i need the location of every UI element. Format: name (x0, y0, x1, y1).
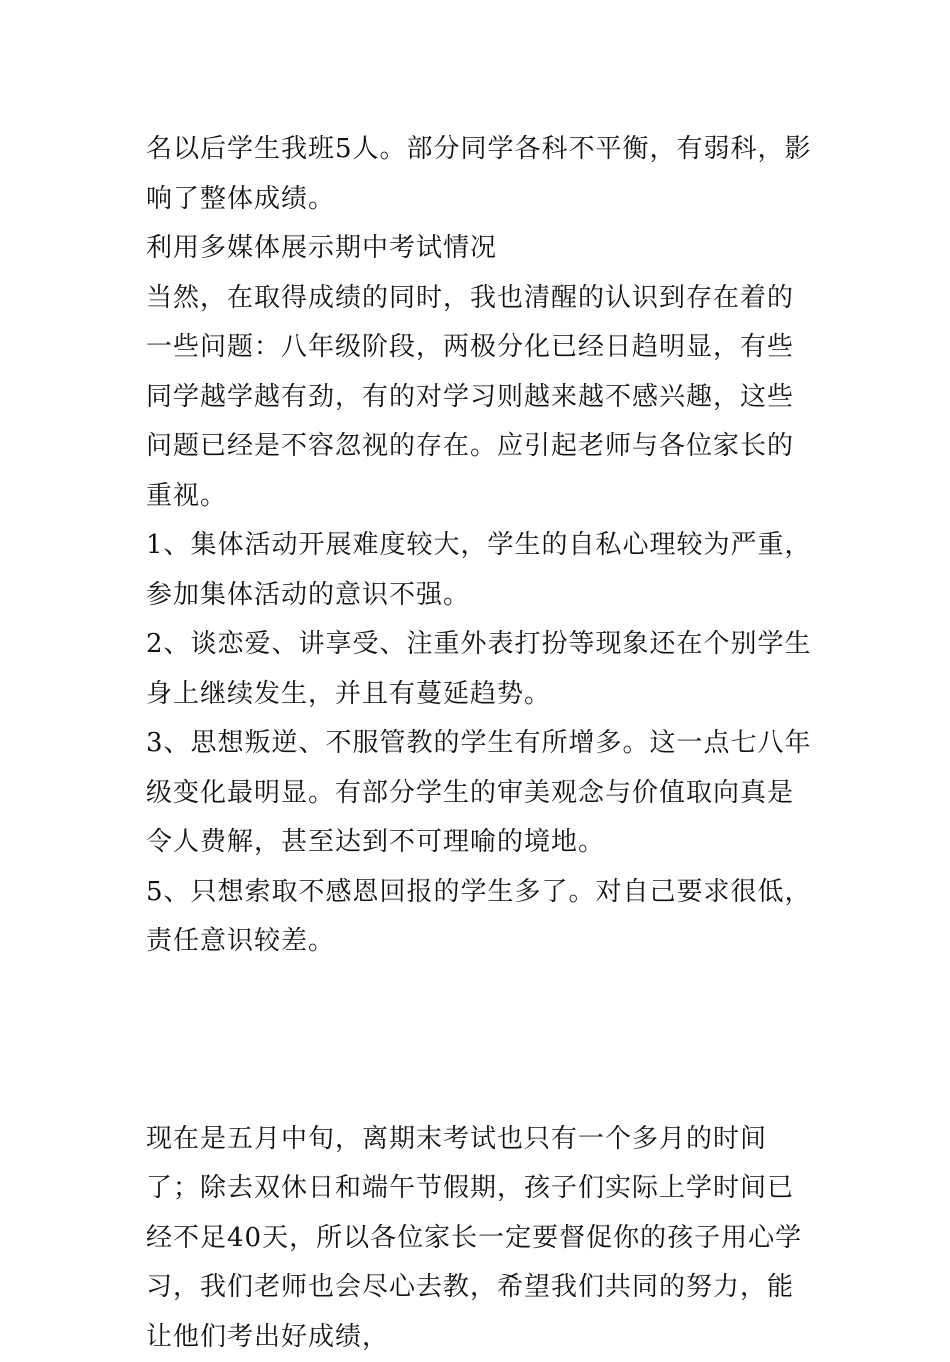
paragraph-overall-results: 名以后学生我班5人。部分同学各科不平衡，有弱科，影响了整体成绩。 (146, 125, 818, 224)
list-item-1: 1、集体活动开展难度较大，学生的自私心理较为严重，参加集体活动的意识不强。 (146, 521, 818, 620)
document-page (146, 125, 818, 1362)
list-item-5: 5、只想索取不感恩回报的学生多了。对自己要求很低，责任意识较差。 (146, 868, 818, 967)
list-item-3: 3、思想叛逆、不服管教的学生有所增多。这一点七八年级变化最明显。有部分学生的审美观念与价值取向真是令人费解，甚至达到不可理喻的境地。 (146, 719, 818, 868)
paragraph-final-exam: 现在是五月中旬，离期末考试也只有一个多月的时间了；除去双休日和端午节假期，孩子们实际上学时间已经不足40天，所以各位家长一定要督促你的孩子用心学习，我们老师也会尽心去教，希望我们共同的努力，能让他们考出好成绩， (146, 1115, 818, 1362)
paragraph-problems-intro: 当然，在取得成绩的同时，我也清醒的认识到存在着的一些问题：八年级阶段，两极分化已经日趋明显，有些同学越学越有劲，有的对学习则越来越不感兴趣，这些问题已经是不容忽视的存在。应引起老师与各位家长的重视。 (146, 274, 818, 522)
list-item-2: 2、谈恋爱、讲享受、注重外表打扮等现象还在个别学生身上继续发生，并且有蔓延趋势。 (146, 620, 818, 719)
section-gap (146, 967, 818, 1115)
paragraph-multimedia-note: 利用多媒体展示期中考试情况 (146, 224, 818, 274)
